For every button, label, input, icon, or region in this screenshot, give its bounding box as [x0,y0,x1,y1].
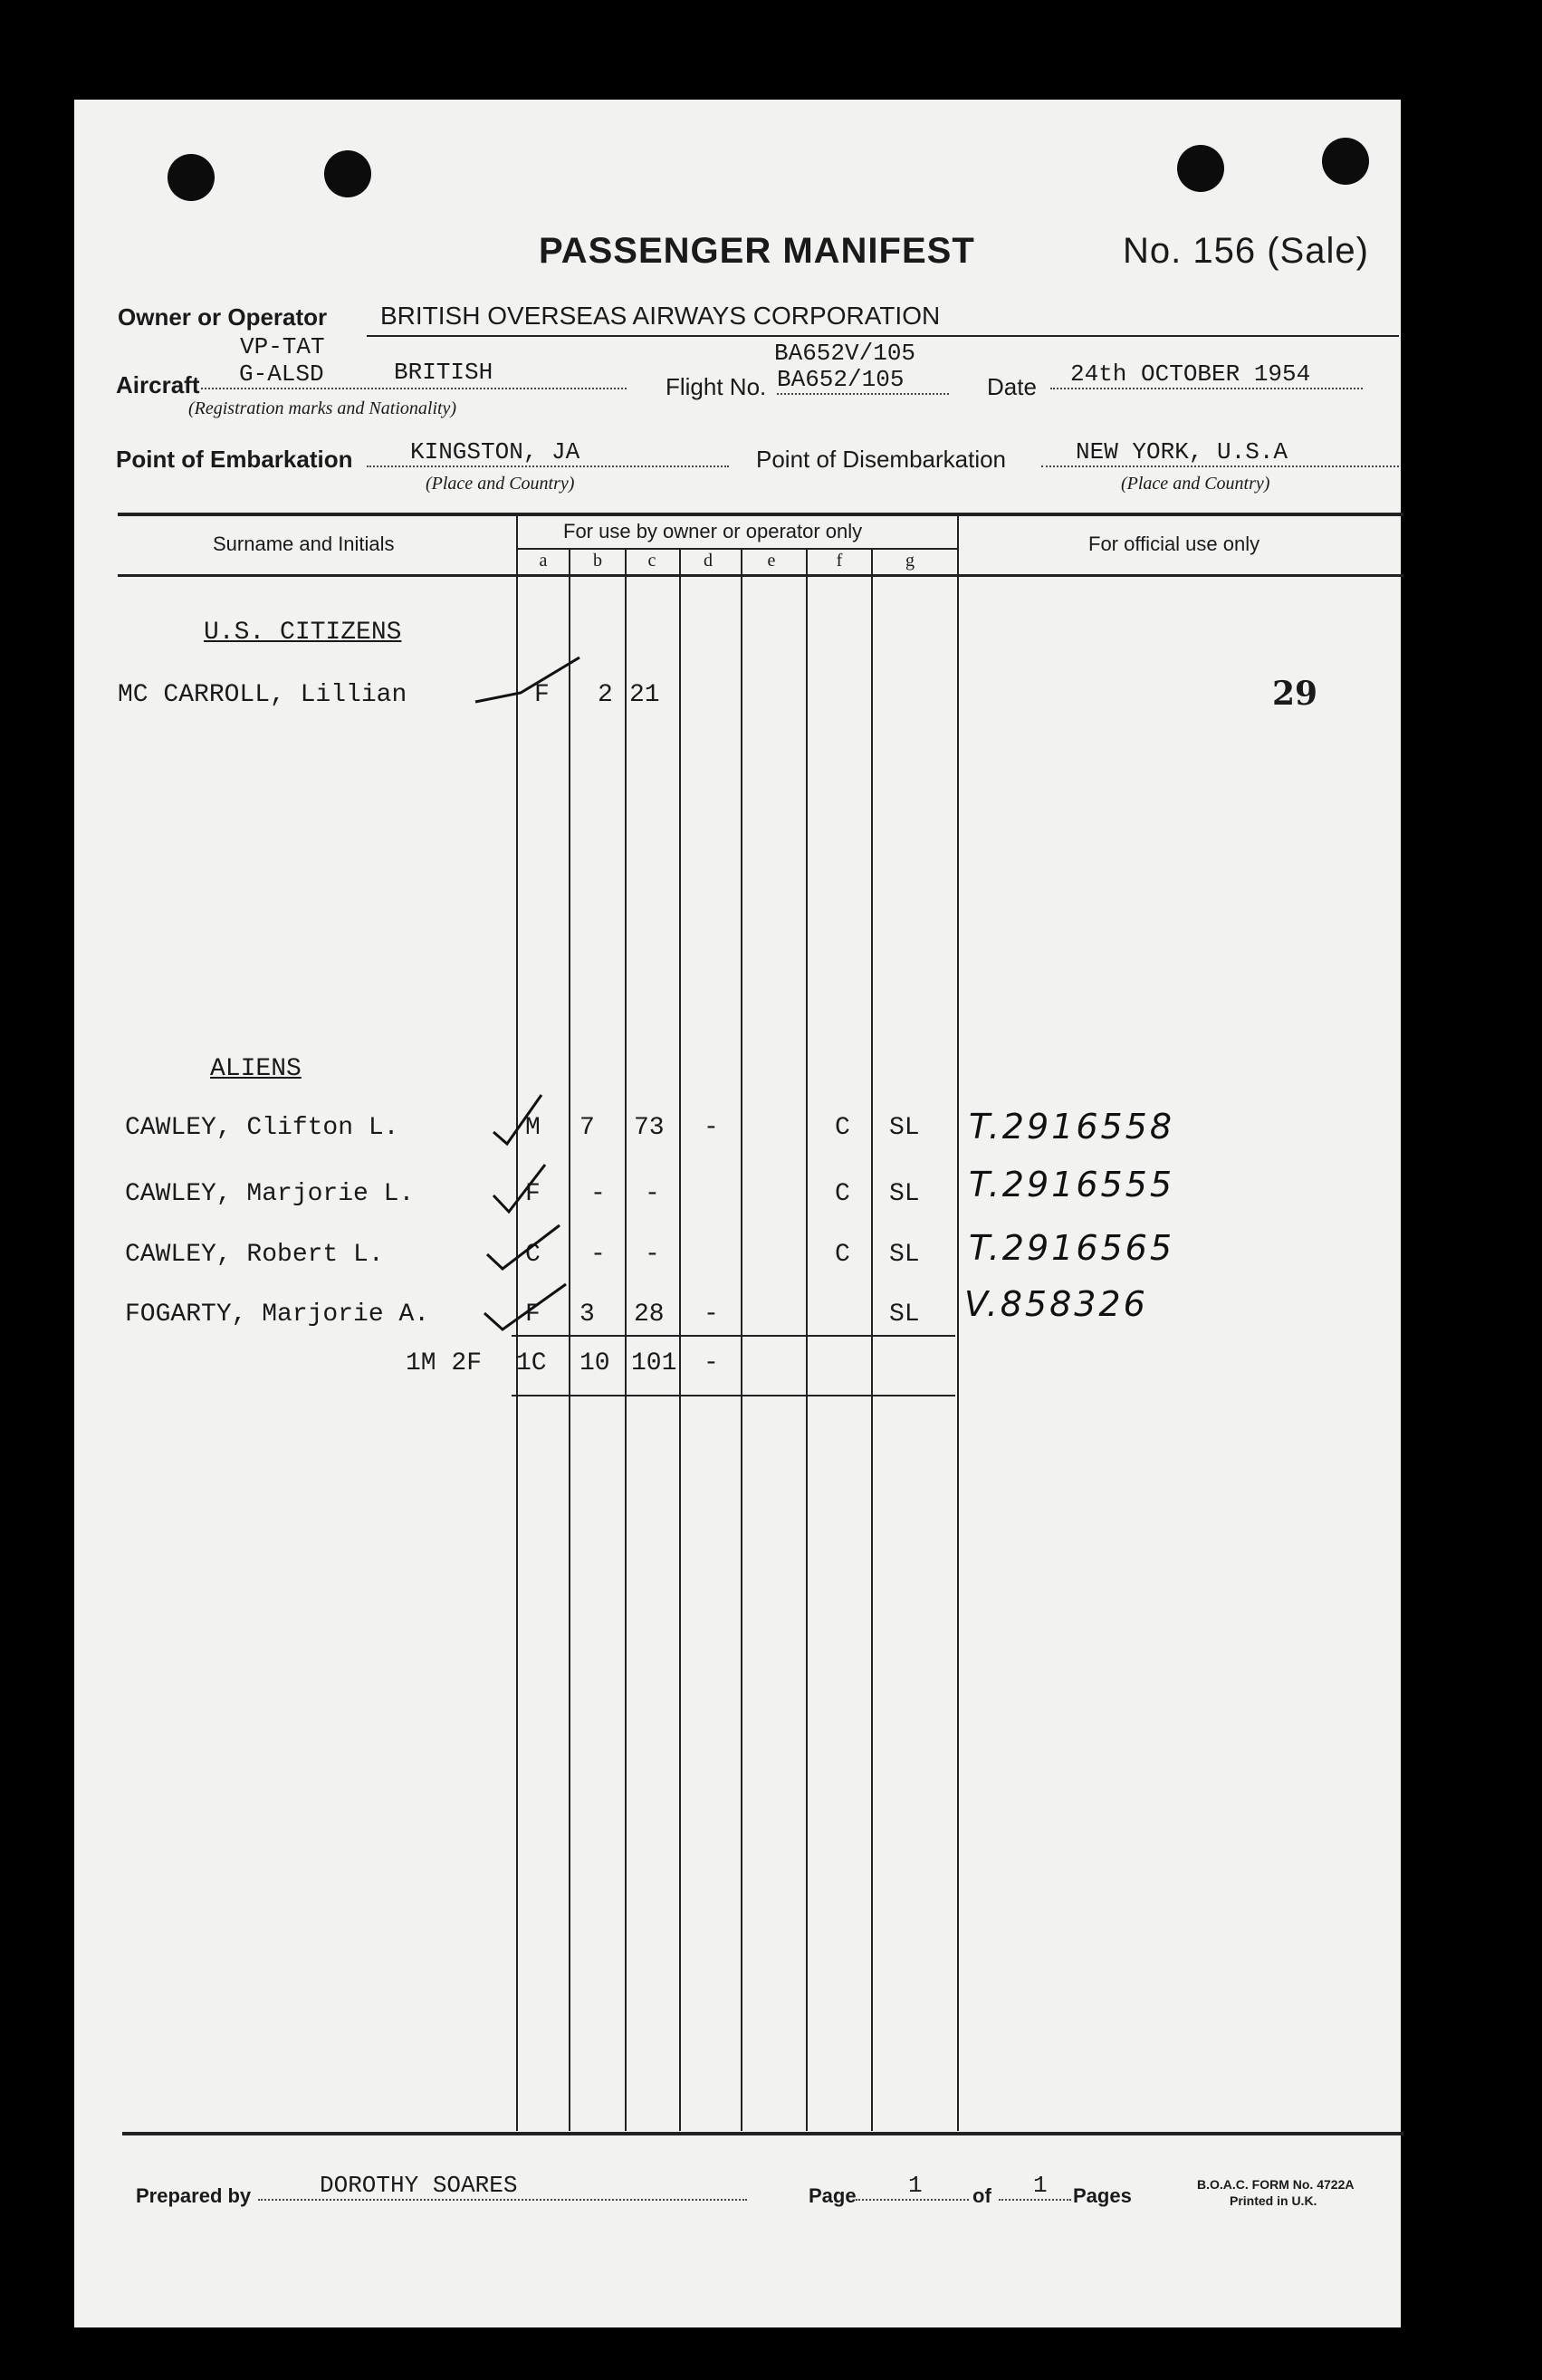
us-citizens-heading: U.S. CITIZENS [204,619,402,647]
check-mark [471,652,589,715]
aircraft-registration-above: VP-TAT [240,333,325,360]
disembarkation-caption: (Place and Country) [1121,474,1270,494]
cell-g: SL [889,1300,920,1329]
cell-a: F [525,1180,541,1208]
official-entry: 29 [1272,675,1318,713]
embarkation-caption: (Place and Country) [426,474,575,494]
column-divider [871,548,873,2131]
flight-number-above: BA652V/105 [774,340,916,367]
table-header-rule [118,574,1403,577]
cell-f: C [835,1114,850,1142]
cell-a: C [525,1241,541,1269]
punch-hole [168,154,215,201]
cell-b: 7 [579,1114,595,1142]
aircraft-nationality: BRITISH [394,359,493,386]
cell-c: 28 [634,1300,665,1329]
totals-d: - [704,1349,719,1377]
cell-a: F [525,1300,541,1329]
column-divider [679,548,681,2131]
cell-a: M [525,1114,541,1142]
totals-c: 101 [631,1349,677,1377]
check-mark [489,1091,561,1155]
flight-label: Flight No. [666,373,767,400]
cell-g: SL [889,1180,920,1208]
prepared-by-value: DOROTHY SOARES [258,2172,747,2201]
passenger-name: FOGARTY, Marjorie A. [125,1300,430,1329]
column-d-header: d [704,551,713,571]
owner-header-divider [518,548,957,550]
prepared-by-label: Prepared by [136,2184,252,2207]
table-bottom-rule [122,2132,1403,2135]
column-f-header: f [836,551,843,571]
punch-hole [1322,138,1369,185]
cell-a: F [534,681,550,709]
owner-label: Owner or Operator [118,303,328,331]
column-divider [957,514,959,2131]
cell-g: SL [889,1241,920,1269]
cell-c: - [645,1180,660,1208]
embarkation-value: KINGSTON, JA [367,438,729,467]
cell-c: - [645,1241,660,1269]
aliens-heading: ALIENS [210,1055,302,1083]
passenger-name: CAWLEY, Clifton L. [125,1114,399,1142]
page-label: Page [809,2184,857,2207]
column-divider [625,548,627,2131]
embarkation-label: Point of Embarkation [116,446,353,473]
column-a-header: a [539,551,548,571]
column-b-header: b [593,551,602,571]
check-mark [489,1159,561,1223]
cell-b: 3 [579,1300,595,1329]
cell-d: - [704,1114,719,1142]
cell-c: 73 [634,1114,665,1142]
punch-hole [324,150,371,197]
page-number: 1 [856,2172,969,2201]
punch-hole [1177,145,1224,192]
pages-label: Pages [1073,2184,1132,2207]
check-mark [480,1218,570,1281]
owner-line [367,335,1399,337]
flight-number: BA652/105 [777,366,949,395]
aircraft-caption: (Registration marks and Nationality) [188,398,457,418]
manifest-sheet [74,100,1401,2327]
cell-b: 2 [598,681,613,709]
column-e-header: e [767,551,776,571]
official-entry: T.2916558 [969,1107,1175,1147]
aircraft-registration: G-ALSD [201,360,627,389]
cell-f: C [835,1241,850,1269]
totals-b: 10 [579,1349,610,1377]
totals-bottom-rule [512,1395,955,1396]
form-number: B.O.A.C. FORM No. 4722A [1197,2177,1355,2192]
total-pages: 1 [999,2172,1071,2201]
official-entry: V.858326 [964,1284,1148,1324]
totals-a: 1C [516,1349,547,1377]
column-divider [806,548,808,2131]
passenger-name: MC CARROLL, Lillian [118,681,407,709]
owner-use-header: For use by owner or operator only [563,520,863,542]
cell-d: - [704,1300,719,1329]
owner-value: BRITISH OVERSEAS AIRWAYS CORPORATION [380,302,941,330]
totals-top-rule [512,1335,955,1337]
cell-b: - [590,1180,606,1208]
surname-header: Surname and Initials [213,533,395,555]
cell-g: SL [889,1114,920,1142]
of-label: of [972,2184,991,2207]
column-g-header: g [905,551,915,571]
official-use-header: For official use only [1088,533,1260,555]
disembarkation-label: Point of Disembarkation [756,446,1007,473]
cell-c: 21 [629,681,660,709]
cell-b: - [590,1241,606,1269]
official-entry: T.2916565 [969,1228,1175,1268]
date-label: Date [987,373,1037,400]
aircraft-label: Aircraft [116,371,200,398]
table-top-rule [118,513,1403,516]
official-entry: T.2916555 [969,1165,1175,1204]
passenger-name: CAWLEY, Marjorie L. [125,1180,415,1208]
totals-label: 1M 2F [406,1349,483,1377]
column-c-header: c [647,551,656,571]
check-mark [480,1277,570,1340]
manifest-number: No. 156 (Sale) [1123,231,1369,271]
page-title: PASSENGER MANIFEST [539,231,975,271]
disembarkation-value: NEW YORK, U.S.A [1041,438,1399,467]
printed-in: Printed in U.K. [1230,2193,1317,2208]
passenger-name: CAWLEY, Robert L. [125,1241,384,1269]
date-value: 24th OCTOBER 1954 [1050,360,1363,389]
cell-f: C [835,1180,850,1208]
column-divider [741,548,742,2131]
